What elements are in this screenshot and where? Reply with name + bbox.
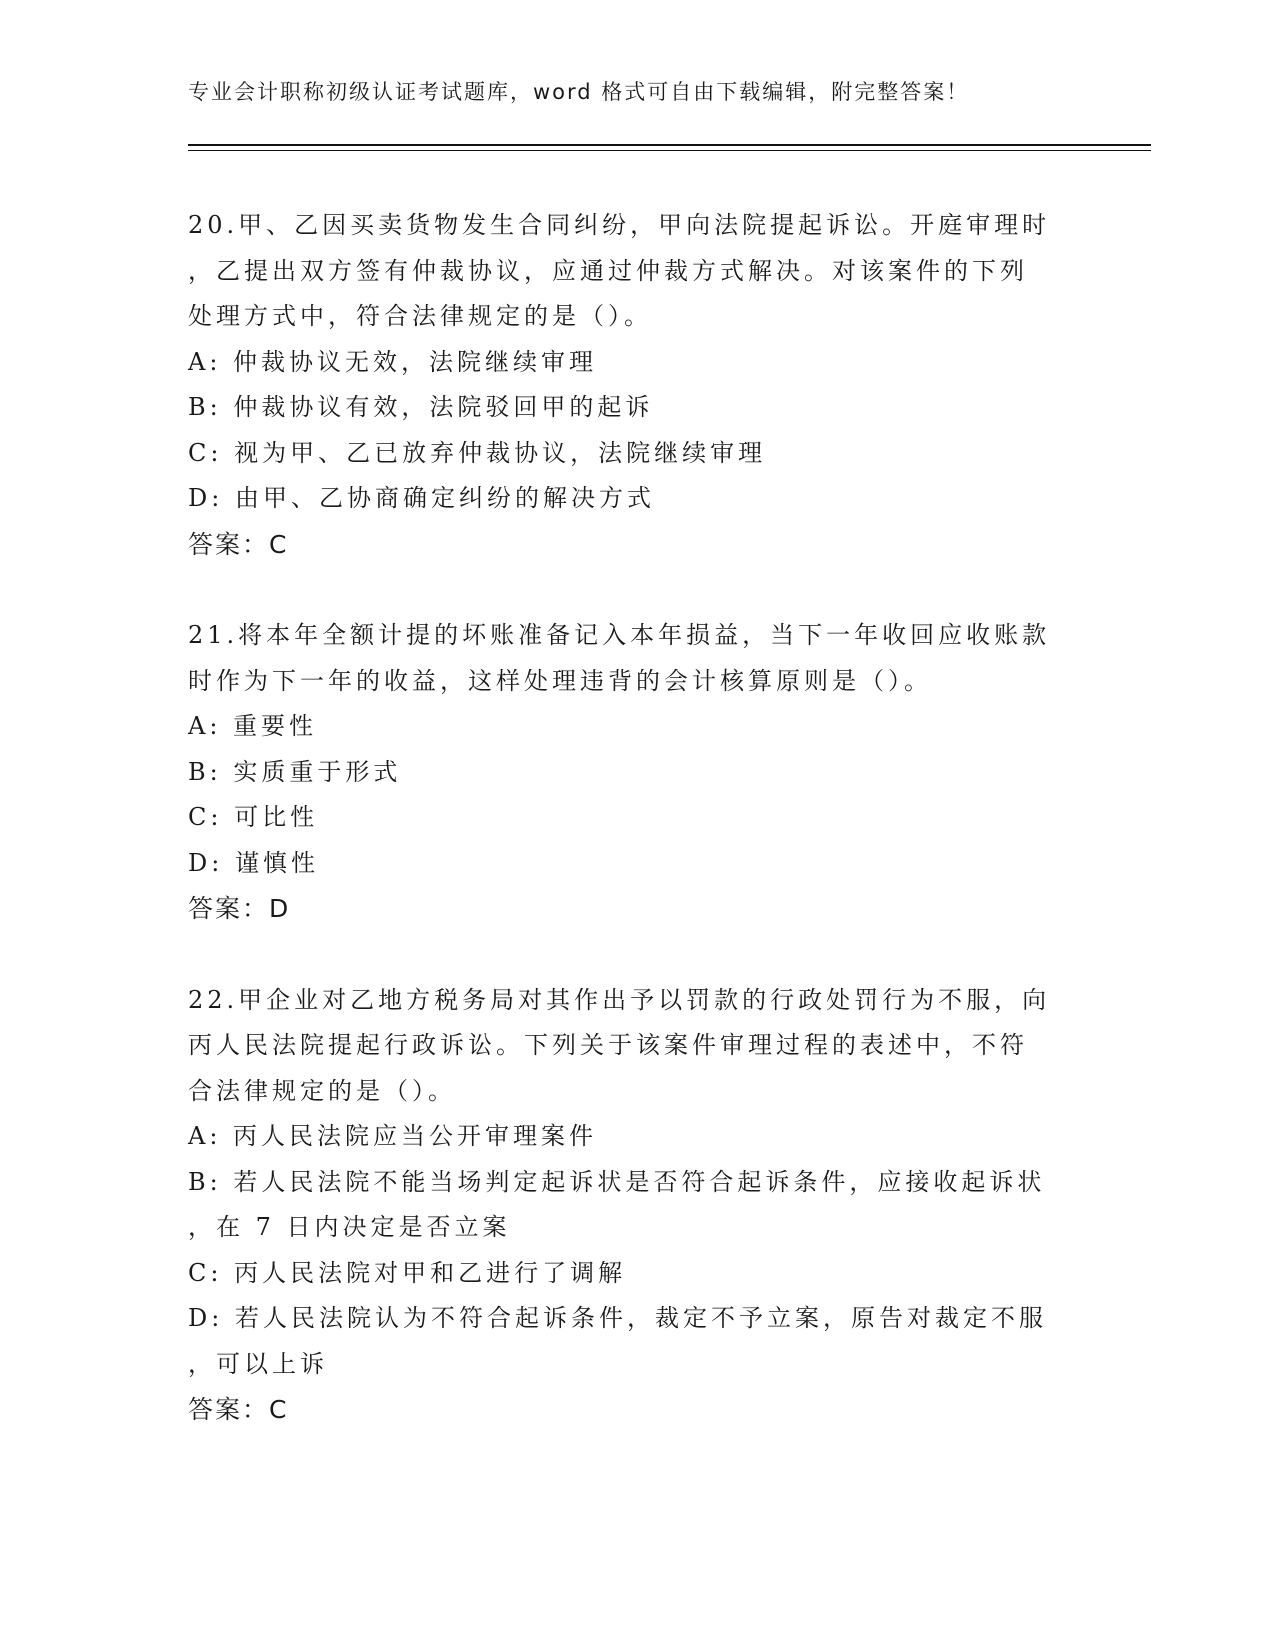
option-b: B: 实质重于形式 [188, 757, 402, 786]
question-stem-line: 丙人民法院提起行政诉讼。下列关于该案件审理过程的表述中，不符 [188, 1031, 1028, 1059]
option-d: D: 若人民法院认为不符合起诉条件，裁定不予立案，原告对裁定不服 [188, 1304, 1047, 1332]
question-stem-line: 合法律规定的是（）。 [188, 1076, 456, 1105]
option-a: A: 仲裁协议无效，法院继续审理 [188, 347, 598, 376]
option-d-continued: ，可以上诉 [188, 1349, 328, 1378]
question-21 [188, 613, 1088, 932]
option-a: A: 重要性 [188, 712, 318, 740]
page-header: 专业会计职称初级认证考试题库，word 格式可自由下载编辑，附完整答案！ [188, 80, 970, 104]
question-stem-line: 处理方式中，符合法律规定的是（）。 [188, 302, 652, 330]
question-stem-line: 时作为下一年的收益，这样处理违背的会计核算原则是（）。 [188, 666, 932, 695]
question-list [188, 203, 1088, 1479]
answer-line: 答案：C [188, 529, 289, 559]
answer-line: 答案：D [188, 894, 291, 923]
question-stem-line: ，乙提出双方签有仲裁协议，应通过仲裁方式解决。对该案件的下列 [188, 256, 1028, 285]
header-divider [188, 144, 1151, 151]
option-b: B: 若人民法院不能当场判定起诉状是否符合起诉条件，应接收起诉状 [188, 1167, 1046, 1196]
option-b-continued: ，在 7 日内决定是否立案 [188, 1213, 511, 1241]
option-c: C: 可比性 [188, 803, 319, 831]
option-d: D: 由甲、乙协商确定纠纷的解决方式 [188, 484, 655, 512]
option-c: C: 视为甲、乙已放弃仲裁协议，法院继续审理 [188, 438, 767, 467]
question-stem-line: 22.甲企业对乙地方税务局对其作出予以罚款的行政处罚行为不服，向 [188, 985, 1051, 1014]
answer-line: 答案：C [188, 1395, 289, 1424]
question-stem-line: 20.甲、乙因买卖货物发生合同纠纷，甲向法院提起诉讼。开庭审理时 [188, 211, 1051, 239]
question-20 [188, 203, 1088, 567]
option-b: B: 仲裁协议有效，法院驳回甲的起诉 [188, 393, 654, 421]
option-d: D: 谨慎性 [188, 848, 319, 877]
question-stem-line: 21.将本年全额计提的坏账准备记入本年损益，当下一年收回应收账款 [188, 621, 1051, 649]
option-c: C: 丙人民法院对甲和乙进行了调解 [188, 1258, 627, 1287]
option-a: A: 丙人民法院应当公开审理案件 [188, 1122, 598, 1150]
question-22 [188, 978, 1088, 1433]
